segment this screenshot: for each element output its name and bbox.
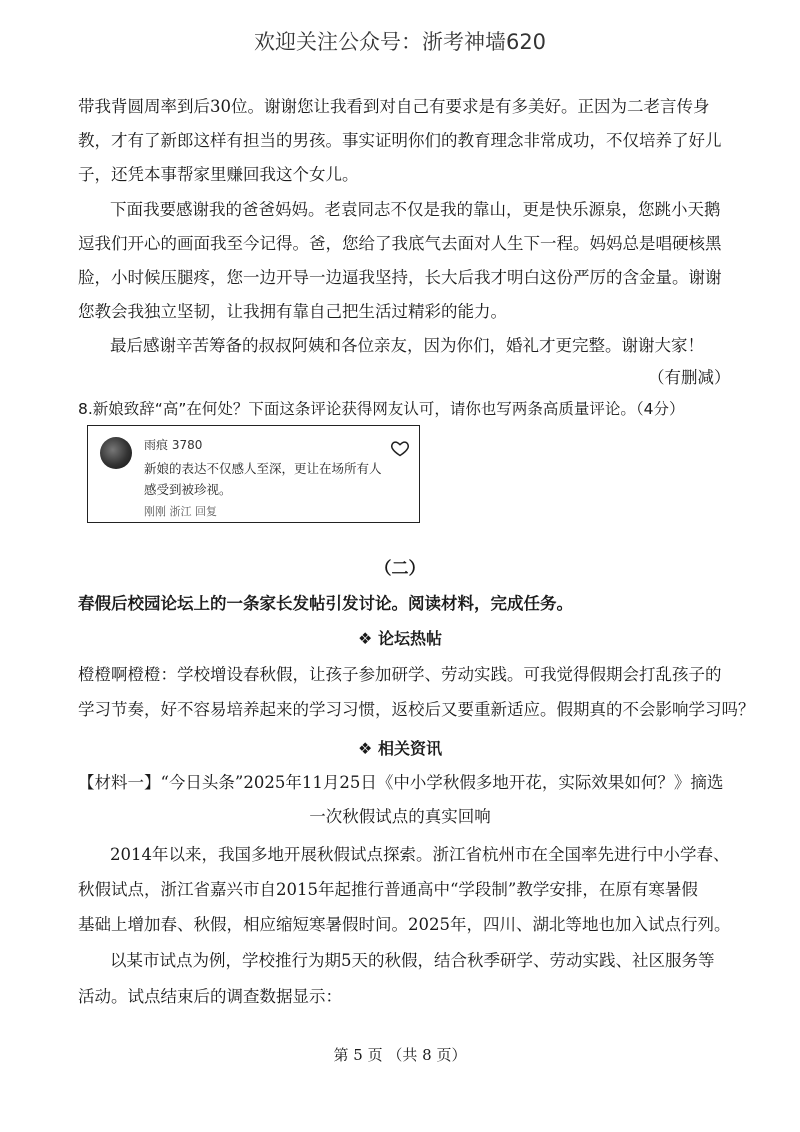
material-p1-line3: 基础上增加春、秋假，相应缩短寒暑假时间。2025年，四川、湖北等地也加入试点行列。 (78, 915, 731, 934)
comment-username: 雨痕 3780 (144, 438, 203, 452)
material-p1-line2: 秋假试点，浙江省嘉兴市自2015年起推行普通高中“学段制”教学安排，在原有寒暑假 (78, 880, 698, 899)
material-1-source: 【材料一】“今日头条”2025年11月25日《中小学秋假多地开花，实际效果如何？》摘选 (78, 773, 724, 792)
comment-meta: 刚刚 浙江 回复 (144, 505, 217, 518)
material-p1-line1: 2014年以来，我国多地开展秋假试点探索。浙江省杭州市在全国率先进行中小学春、 (110, 845, 730, 864)
omission-note: （有删减） (648, 368, 731, 387)
section-2-intro: 春假后校园论坛上的一条家长发帖引发讨论。阅读材料，完成任务。 (78, 594, 573, 613)
section-2-title: （二） (374, 559, 426, 579)
speech-p1-line2: 教，才有了新郎这样有担当的男孩。事实证明你们的教育理念非常成功，不仅培养了好儿 (78, 131, 722, 150)
page-footer: 第 5 页 （共 8 页） (333, 1046, 467, 1064)
comment-text: 新娘的表达不仅感人至深，更让在场所有人感受到被珍视。 (144, 461, 382, 497)
question-8: 8.新娘致辞“高”在何处？下面这条评论获得网友认可，请你也写两条高质量评论。（4分） (78, 400, 685, 418)
material-p2-line2: 活动。试点结束后的调查数据显示： (78, 987, 342, 1006)
material-p2-line1: 以某市试点为例，学校推行为期5天的秋假，结合秋季研学、劳动实践、社区服务等 (110, 951, 715, 970)
hot-post-heading: ❖ 论坛热帖 (358, 629, 442, 648)
speech-p2-line3: 脸，小时候压腿疼，您一边开导一边逼我坚持，长大后我才明白这份严厉的含金量。谢谢 (78, 268, 722, 287)
forum-post-line2: 学习节奏，好不容易培养起来的学习习惯，返校后又要重新适应。假期真的不会影响学习吗？ (78, 700, 755, 719)
header-watermark: 欢迎关注公众号：浙考神墙620 (253, 30, 547, 54)
speech-p2-line1: 下面我要感谢我的爸爸妈妈。老袁同志不仅是我的靠山，更是快乐源泉，您跳小天鹅 (110, 200, 721, 219)
speech-p3: 最后感谢辛苦筹备的叔叔阿姨和各位亲友，因为你们，婚礼才更完整。谢谢大家！ (110, 336, 704, 355)
heart-icon[interactable] (390, 438, 410, 458)
forum-post-line1: 橙橙啊橙橙：学校增设春秋假，让孩子参加研学、劳动实践。可我觉得假期会打乱孩子的 (78, 665, 722, 684)
comment-card (87, 425, 420, 523)
avatar (100, 437, 132, 469)
speech-p1-line1: 带我背圆周率到后30位。谢谢您让我看到对自己有要求是有多美好。正因为二老言传身 (78, 97, 710, 116)
speech-p1-line3: 子，还凭本事帮家里赚回我这个女儿。 (78, 165, 359, 184)
speech-p2-line2: 逗我们开心的画面我至今记得。爸，您给了我底气去面对人生下一程。妈妈总是唱硬核黑 (78, 234, 722, 253)
related-info-heading: ❖ 相关资讯 (358, 739, 442, 758)
material-1-title: 一次秋假试点的真实回响 (309, 807, 491, 826)
speech-p2-line4: 您教会我独立坚韧，让我拥有靠自己把生活过精彩的能力。 (78, 302, 507, 321)
